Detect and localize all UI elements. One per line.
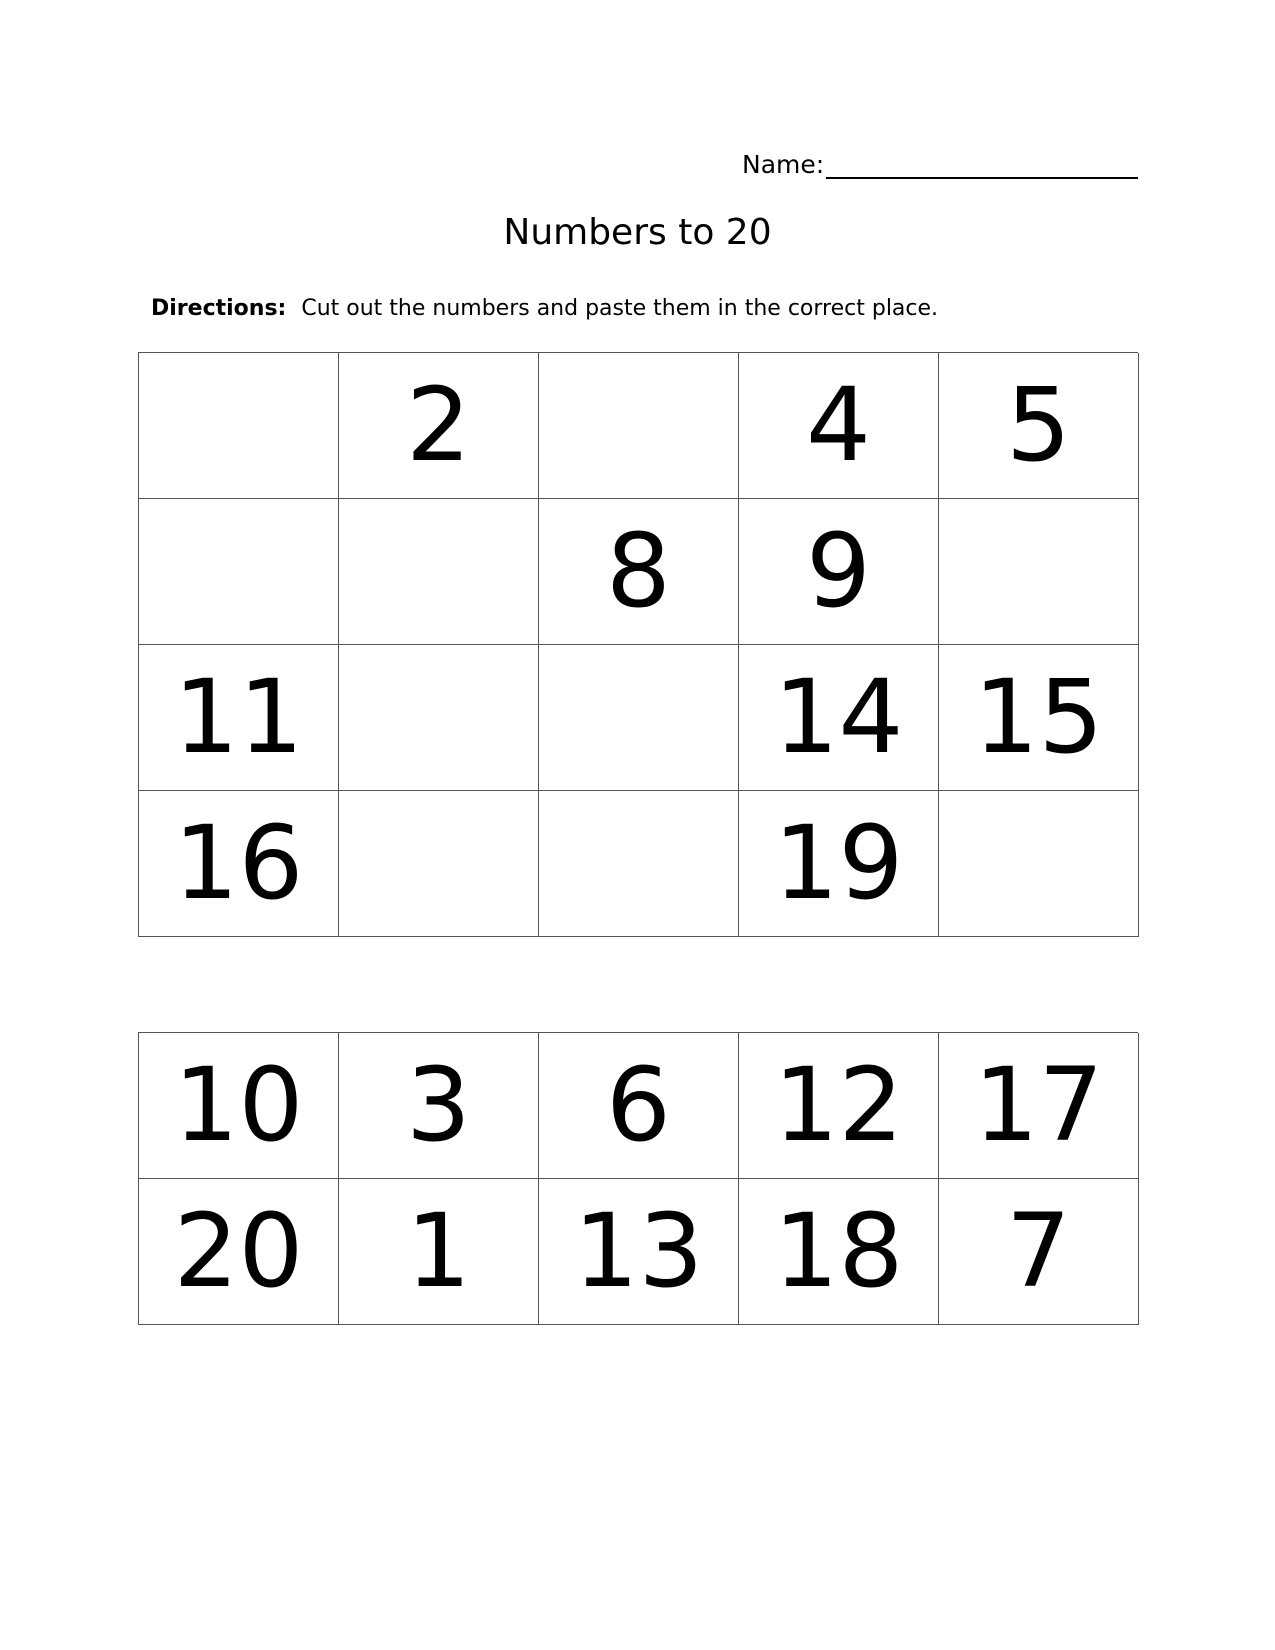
number-grid-cell[interactable] xyxy=(339,499,539,645)
cutout-number-cell: 17 xyxy=(939,1033,1139,1179)
cutout-number-cell: 20 xyxy=(139,1179,339,1325)
cutout-number-cell: 3 xyxy=(339,1033,539,1179)
directions-label: Directions: xyxy=(151,296,287,321)
number-grid-cell: 4 xyxy=(739,353,939,499)
number-grid-cell: 14 xyxy=(739,645,939,791)
number-grid-cell[interactable] xyxy=(939,499,1139,645)
number-grid-cell: 15 xyxy=(939,645,1139,791)
cutout-number-cell: 13 xyxy=(539,1179,739,1325)
cutout-grid xyxy=(138,1032,1138,1325)
number-grid-cell[interactable] xyxy=(539,791,739,937)
number-grid xyxy=(138,352,1138,937)
number-grid-cell[interactable] xyxy=(139,499,339,645)
number-grid-cell: 9 xyxy=(739,499,939,645)
cutout-number-cell: 10 xyxy=(139,1033,339,1179)
name-blank-line[interactable] xyxy=(826,153,1138,179)
number-grid-cell[interactable] xyxy=(539,353,739,499)
number-grid-cell[interactable] xyxy=(139,353,339,499)
number-grid-cell[interactable] xyxy=(339,791,539,937)
number-grid-cell[interactable] xyxy=(539,645,739,791)
page-title: Numbers to 20 xyxy=(503,212,772,253)
cutout-number-cell: 18 xyxy=(739,1179,939,1325)
name-field-row xyxy=(742,150,1138,179)
cutout-number-cell: 6 xyxy=(539,1033,739,1179)
directions xyxy=(151,296,938,321)
number-grid-cell: 11 xyxy=(139,645,339,791)
number-grid-cell: 5 xyxy=(939,353,1139,499)
cutout-number-cell: 7 xyxy=(939,1179,1139,1325)
number-grid-cell[interactable] xyxy=(939,791,1139,937)
number-grid-cell[interactable] xyxy=(339,645,539,791)
number-grid-cell: 16 xyxy=(139,791,339,937)
cutout-number-cell: 1 xyxy=(339,1179,539,1325)
name-label: Name: xyxy=(742,150,825,179)
directions-text: Cut out the numbers and paste them in the correct place. xyxy=(301,296,939,321)
number-grid-cell: 19 xyxy=(739,791,939,937)
number-grid-cell: 8 xyxy=(539,499,739,645)
cutout-number-cell: 12 xyxy=(739,1033,939,1179)
number-grid-cell: 2 xyxy=(339,353,539,499)
